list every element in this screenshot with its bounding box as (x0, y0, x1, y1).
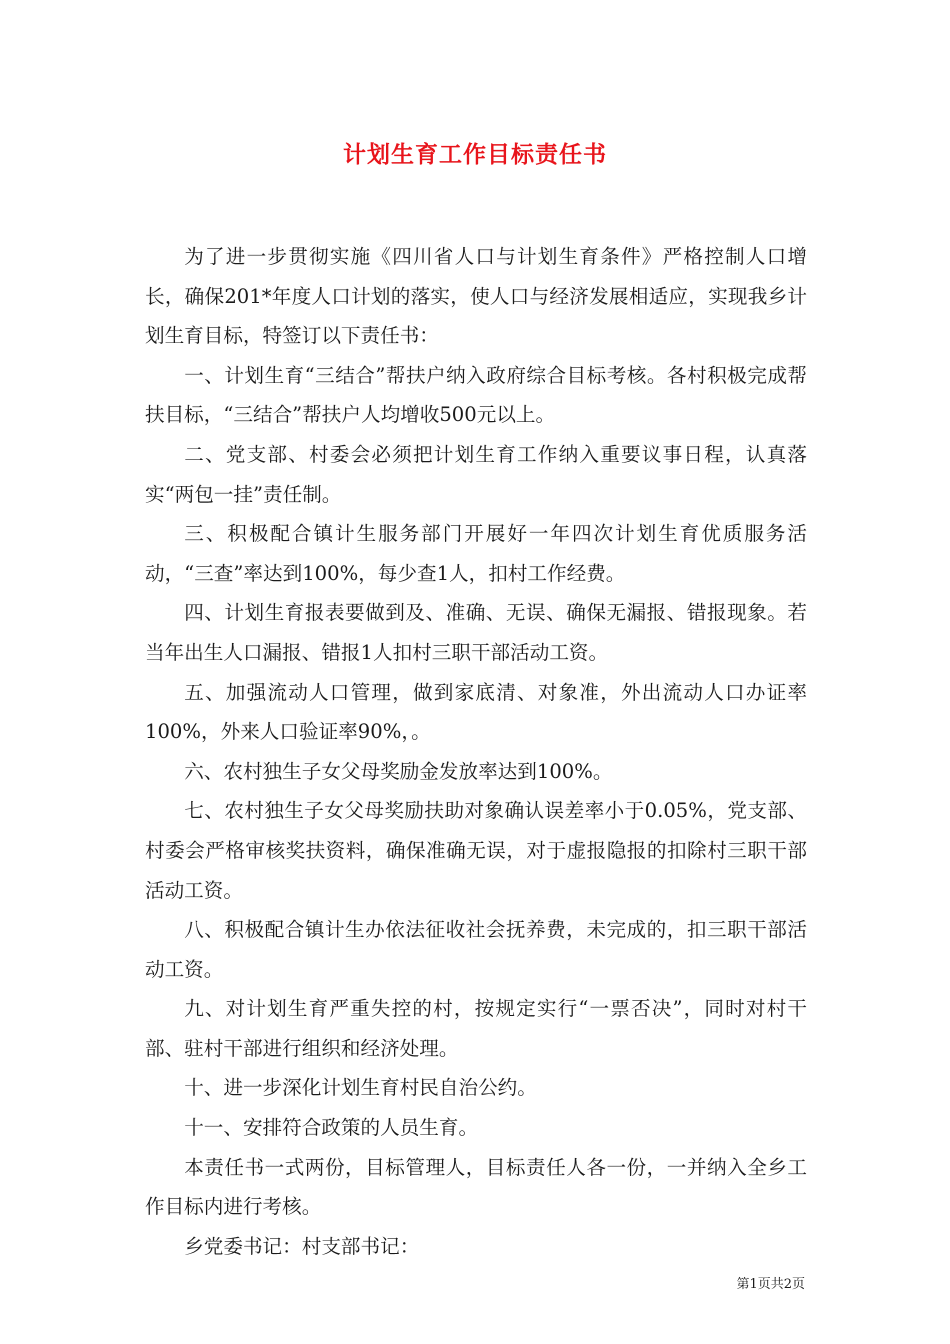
clause-8: 八、积极配合镇计生办依法征收社会抚养费，未完成的，扣三职干部活动工资。 (145, 918, 807, 981)
clause-2: 二、党支部、村委会必须把计划生育工作纳入重要议事日程，认真落实“两包一挂”责任制。 (145, 442, 807, 506)
clause-7: 七、农村独生子女父母奖励扶助对象确认误差率小于0.05%，党支部、村委会严格审核奖扶资料，确保准确无误，对于虚报隐报的扣除村三职干部活动工资。 (145, 799, 807, 902)
document-title: 计划生育工作目标责任书 (343, 141, 607, 168)
signature-line: 乡党委书记：村支部书记： (184, 1234, 420, 1258)
clause-3: 三、积极配合镇计生服务部门开展好一年四次计划生育优质服务活动，“三查”率达到100%，每少查1人，扣村工作经费。 (145, 522, 807, 585)
page-number: 第1页共2页 (736, 1277, 805, 1292)
closing-paragraph: 本责任书一式两份，目标管理人，目标责任人各一份，一并纳入全乡工作目标内进行考核。 (145, 1155, 807, 1219)
document-body (145, 237, 807, 1266)
clause-9: 九、对计划生育严重失控的村，按规定实行“一票否决”，同时对村干部、驻村干部进行组织和经济处理。 (145, 997, 807, 1060)
clause-11: 十一、安排符合政策的人员生育。 (184, 1116, 479, 1140)
clause-5: 五、加强流动人口管理，做到家底清、对象准，外出流动人口办证率100%，外来人口验证率90%，。 (145, 680, 807, 744)
clause-1: 一、计划生育“三结合”帮扶户纳入政府综合目标考核。各村积极完成帮扶目标，“三结合”帮扶户人均增收500元以上。 (145, 363, 807, 427)
intro-paragraph: 为了进一步贯彻实施《四川省人口与计划生育条件》严格控制人口增长，确保201*年度人口计划的落实，使人口与经济发展相适应，实现我乡计划生育目标，特签订以下责任书： (145, 245, 807, 348)
clause-6: 六、农村独生子女父母奖励金发放率达到100%。 (184, 759, 613, 783)
clause-4: 四、计划生育报表要做到及、准确、无误、确保无漏报、错报现象。若当年出生人口漏报、错报1人扣村三职干部活动工资。 (145, 601, 807, 664)
clause-10: 十、进一步深化计划生育村民自治公约。 (184, 1076, 537, 1100)
